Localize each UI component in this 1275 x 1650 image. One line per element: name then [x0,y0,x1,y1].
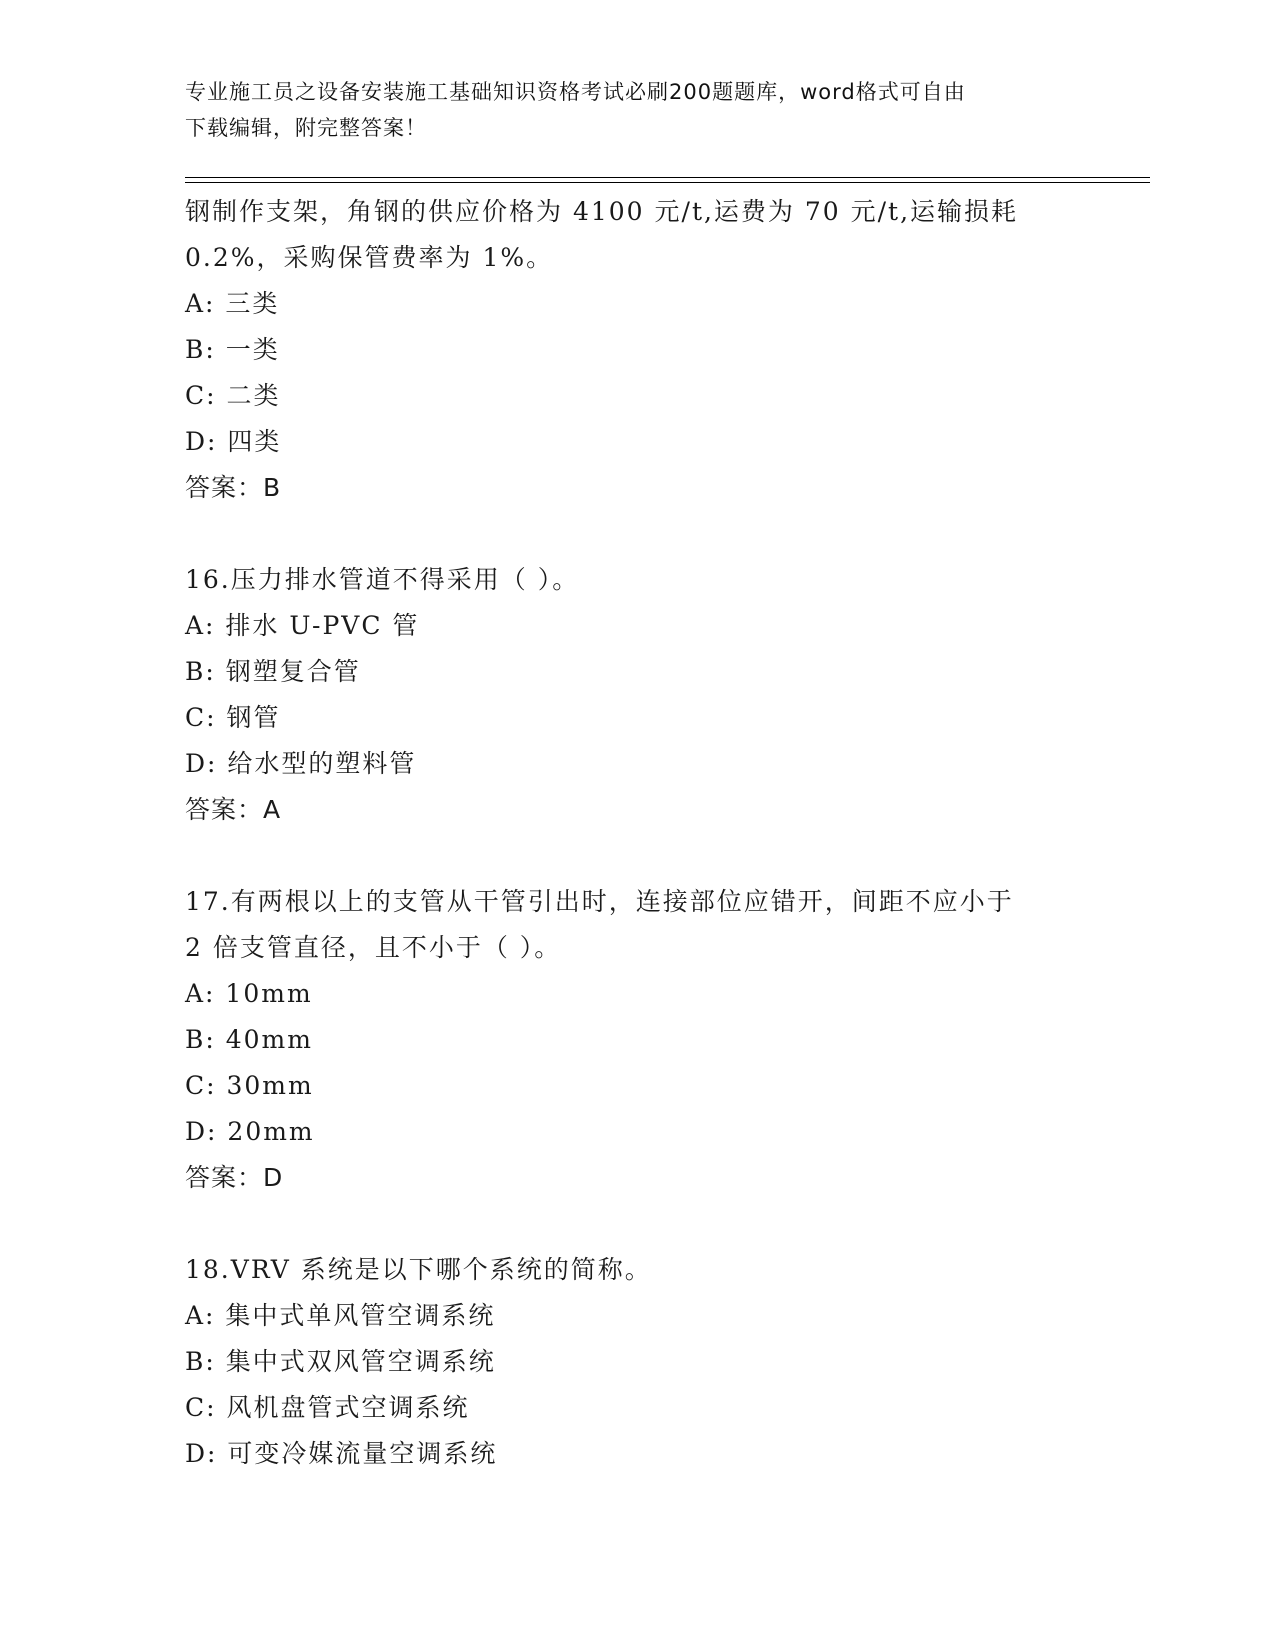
question-16 [185,557,1085,833]
option-d: D: 可变冷媒流量空调系统 [185,1439,498,1468]
question-stem: 18.VRV 系统是以下哪个系统的简称。 [185,1255,652,1284]
question-18 [185,1247,1085,1477]
option-c: C: 钢管 [185,703,281,732]
option-a: A: 集中式单风管空调系统 [185,1301,496,1330]
question-15-continued [185,189,1085,511]
answer-line: 答案：A [185,795,282,824]
option-b: B: 40mm [185,1025,313,1054]
option-d: D: 四类 [185,427,282,456]
answer-line: 答案：B [185,473,282,502]
option-a: A: 10mm [185,979,313,1008]
header-line-1: 专业施工员之设备安装施工基础知识资格考试必刷200题题库，word格式可自由 [185,80,966,104]
header-line-2: 下载编辑，附完整答案！ [185,116,427,140]
option-b: B: 集中式双风管空调系统 [185,1347,496,1376]
option-c: C: 30mm [185,1071,314,1100]
question-stem: 17.有两根以上的支管从干管引出时，连接部位应错开，间距不应小于 [185,887,1014,916]
header-divider-top [185,177,1150,178]
answer-line: 答案：D [185,1163,284,1192]
question-stem: 钢制作支架，角钢的供应价格为 4100 元/t,运费为 70 元/t,运输损耗 [185,197,1019,226]
option-a: A: 三类 [185,289,280,318]
question-17 [185,879,1085,1201]
question-stem: 0.2%，采购保管费率为 1%。 [185,243,554,272]
option-b: B: 一类 [185,335,280,364]
option-c: C: 二类 [185,381,281,410]
option-a: A: 排水 U-PVC 管 [185,611,420,640]
option-c: C: 风机盘管式空调系统 [185,1393,470,1422]
option-d: D: 20mm [185,1117,315,1146]
question-list [185,189,1085,1477]
option-d: D: 给水型的塑料管 [185,749,417,778]
question-stem: 2 倍支管直径，且不小于（ ）。 [185,933,562,962]
header-divider-bottom [185,182,1150,183]
question-stem: 16.压力排水管道不得采用（ ）。 [185,565,580,594]
option-b: B: 钢塑复合管 [185,657,361,686]
document-header [185,74,1065,146]
